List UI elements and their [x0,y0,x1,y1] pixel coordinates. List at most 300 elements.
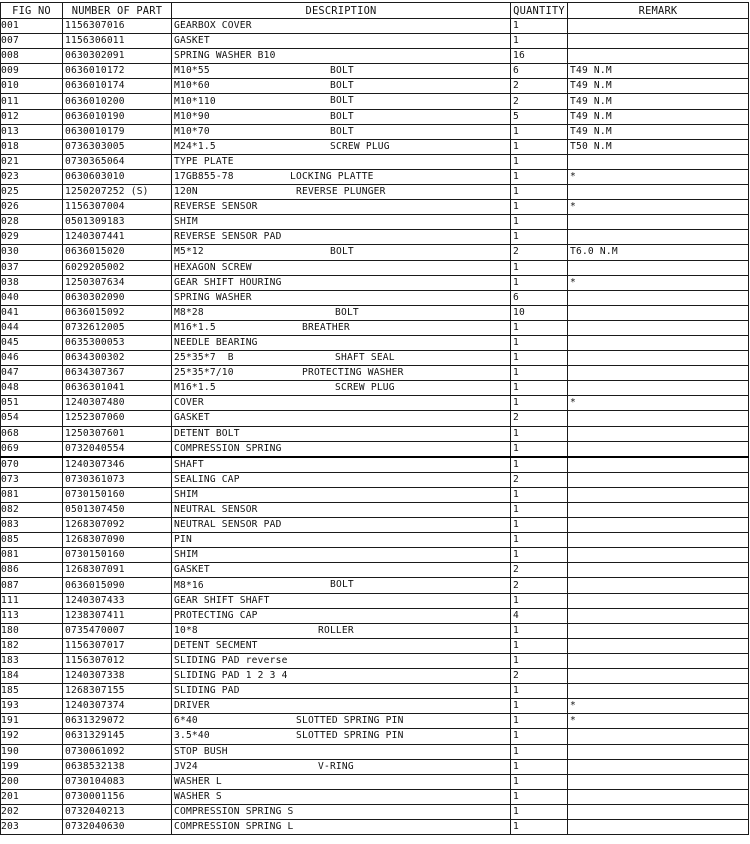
fig-no-cell: 184 [1,669,63,684]
fig-no-cell: 045 [1,335,63,350]
description-size: GEARBOX COVER [174,20,252,32]
part-number-cell: 0730104083 [63,774,172,789]
quantity-cell: 6 [511,64,568,79]
description-name: V-RING [318,760,354,772]
part-number-cell: 0636010200 [63,94,172,109]
quantity-cell: 1 [511,774,568,789]
description-cell [172,215,511,230]
quantity-cell: 2 [511,411,568,426]
table-row [1,320,749,335]
quantity-cell: 1 [511,335,568,350]
description-name: PROTECTING WASHER [302,367,404,379]
part-number-cell: 1268307090 [63,533,172,548]
table-row [1,533,749,548]
quantity-cell: 1 [511,139,568,154]
remark-cell [568,34,749,49]
table-row [1,245,749,260]
description-cell [172,593,511,608]
description-size: NEUTRAL SENSOR PAD [174,519,282,531]
fig-no-cell: 068 [1,426,63,441]
description-cell [172,578,511,593]
description-name: BOLT [330,110,354,122]
table-row [1,608,749,623]
table-row [1,684,749,699]
table-row [1,563,749,578]
part-number-cell: 0732040554 [63,441,172,457]
remark-cell [568,351,749,366]
fig-no-cell: 023 [1,169,63,184]
description-cell [172,472,511,487]
quantity-cell: 1 [511,789,568,804]
quantity-cell: 1 [511,124,568,139]
description-size: WASHER L [174,775,222,787]
description-size: DETENT SECMENT [174,639,258,651]
description-cell [172,744,511,759]
quantity-cell: 1 [511,729,568,744]
quantity-cell: 1 [511,744,568,759]
table-row [1,335,749,350]
quantity-cell: 1 [511,638,568,653]
table-row [1,578,749,593]
fig-no-cell: 073 [1,472,63,487]
description-size: PROTECTING CAP [174,609,258,621]
description-size: COMPRESSION SPRING L [174,821,294,833]
description-cell [172,548,511,563]
part-number-cell: 0735470007 [63,623,172,638]
table-row [1,411,749,426]
table-row [1,774,749,789]
remark-cell [568,653,749,668]
description-cell [172,335,511,350]
part-number-cell: 1250307634 [63,275,172,290]
fig-no-cell: 026 [1,200,63,215]
remark-cell [568,804,749,819]
description-cell [172,79,511,94]
part-number-cell: 0634307367 [63,366,172,381]
remark-cell: T49 N.M [568,124,749,139]
quantity-cell: 5 [511,109,568,124]
remark-cell [568,744,749,759]
quantity-cell: 6 [511,290,568,305]
fig-no-cell: 008 [1,49,63,64]
part-number-cell: 0636010172 [63,64,172,79]
table-row [1,200,749,215]
description-size: SPRING WASHER [174,291,252,303]
quantity-cell: 2 [511,472,568,487]
fig-no-cell: 191 [1,714,63,729]
part-number-cell: 0636301041 [63,381,172,396]
description-cell [172,608,511,623]
table-row [1,64,749,79]
part-number-cell: 0634300302 [63,351,172,366]
quantity-cell: 1 [511,533,568,548]
fig-no-cell: 183 [1,653,63,668]
parts-table [0,2,749,835]
table-row [1,49,749,64]
part-number-cell: 0730150160 [63,548,172,563]
remark-cell [568,669,749,684]
part-number-cell: 0636015092 [63,305,172,320]
description-cell [172,19,511,34]
description-cell [172,638,511,653]
quantity-cell: 1 [511,366,568,381]
table-row [1,548,749,563]
description-name: BOLT [330,125,354,137]
remark-cell [568,518,749,533]
remark-cell [568,185,749,200]
quantity-cell: 2 [511,94,568,109]
description-cell [172,653,511,668]
quantity-cell: 10 [511,305,568,320]
description-size: SHIM [174,549,198,561]
table-row [1,34,749,49]
description-cell [172,789,511,804]
fig-no-cell: 054 [1,411,63,426]
remark-cell [568,426,749,441]
table-row [1,638,749,653]
fig-no-cell: 046 [1,351,63,366]
description-cell [172,200,511,215]
table-row [1,487,749,502]
remark-cell: * [568,699,749,714]
fig-no-cell: 001 [1,19,63,34]
remark-cell [568,49,749,64]
fig-no-cell: 082 [1,503,63,518]
table-row [1,593,749,608]
description-name: SHAFT SEAL [335,352,395,364]
description-cell [172,139,511,154]
quantity-cell: 1 [511,804,568,819]
part-number-cell: 1156307012 [63,653,172,668]
description-cell [172,441,511,457]
remark-cell [568,503,749,518]
quantity-cell: 1 [511,518,568,533]
description-cell [172,804,511,819]
fig-no-cell: 113 [1,608,63,623]
table-row [1,653,749,668]
part-number-cell: 0635300053 [63,335,172,350]
description-size: SHIM [174,216,198,228]
description-name: LOCKING PLATTE [290,170,374,182]
part-number-cell: 0501307450 [63,503,172,518]
description-size: GEAR SHIFT HOURING [174,276,282,288]
description-name: SLOTTED SPRING PIN [296,730,404,742]
description-size: SHAFT [174,458,204,470]
fig-no-cell: 199 [1,759,63,774]
quantity-cell: 1 [511,819,568,834]
table-row [1,366,749,381]
description-name: BOLT [335,306,359,318]
remark-cell [568,487,749,502]
description-size: GEAR SHIFT SHAFT [174,594,270,606]
quantity-cell: 1 [511,426,568,441]
description-size: SHIM [174,488,198,500]
description-size: SLIDING PAD 1 2 3 4 [174,670,288,682]
description-cell [172,457,511,473]
quantity-cell: 1 [511,260,568,275]
parts-table-body [1,19,749,835]
quantity-cell: 1 [511,457,568,473]
remark-cell [568,260,749,275]
fig-no-cell: 180 [1,623,63,638]
description-name: BOLT [330,579,354,591]
part-number-cell: 6029205002 [63,260,172,275]
description-size: 25*35*7/10 [174,367,234,379]
fig-no-cell: 040 [1,290,63,305]
table-row [1,426,749,441]
description-cell [172,699,511,714]
description-cell [172,351,511,366]
description-size: 120N [174,186,198,198]
table-row [1,109,749,124]
quantity-cell: 1 [511,548,568,563]
table-row [1,305,749,320]
remark-cell [568,684,749,699]
remark-cell [568,638,749,653]
fig-no-cell: 111 [1,593,63,608]
quantity-cell: 16 [511,49,568,64]
table-row [1,260,749,275]
description-size: M16*1.5 [174,382,216,394]
description-size: DETENT BOLT [174,427,240,439]
description-size: 6*40 [174,715,198,727]
fig-no-cell: 202 [1,804,63,819]
table-row [1,19,749,34]
description-cell [172,260,511,275]
remark-cell [568,381,749,396]
fig-no-cell: 021 [1,154,63,169]
remark-cell [568,548,749,563]
table-row [1,518,749,533]
part-number-cell: 0732040630 [63,819,172,834]
description-size: TYPE PLATE [174,155,234,167]
description-cell [172,169,511,184]
remark-cell [568,819,749,834]
part-number-cell: 0630010179 [63,124,172,139]
part-number-cell: 1238307411 [63,608,172,623]
description-size: M5*12 [174,246,204,258]
description-cell [172,185,511,200]
description-cell [172,819,511,834]
part-number-cell: 1268307092 [63,518,172,533]
remark-cell: * [568,169,749,184]
description-size: PIN [174,534,192,546]
table-row [1,441,749,457]
table-row [1,169,749,184]
part-number-cell: 1240307480 [63,396,172,411]
fig-no-cell: 192 [1,729,63,744]
table-row [1,623,749,638]
description-name: ROLLER [318,624,354,636]
description-size: DRIVER [174,700,210,712]
description-name: BOLT [330,65,354,77]
description-cell [172,290,511,305]
part-number-cell: 0730365064 [63,154,172,169]
description-size: COMPRESSION SPRING [174,442,282,454]
quantity-cell: 1 [511,684,568,699]
part-number-cell: 0736303005 [63,139,172,154]
description-cell [172,275,511,290]
fig-no-cell: 038 [1,275,63,290]
description-cell [172,366,511,381]
fig-no-cell: 012 [1,109,63,124]
description-size: SPRING WASHER B10 [174,50,276,62]
remark-cell [568,729,749,744]
quantity-cell: 1 [511,351,568,366]
description-cell [172,34,511,49]
quantity-cell: 1 [511,154,568,169]
description-name: BOLT [330,246,354,258]
description-size: 25*35*7 B [174,352,234,364]
fig-no-cell: 007 [1,34,63,49]
description-cell [172,714,511,729]
table-row [1,396,749,411]
description-cell [172,411,511,426]
description-size: 10*8 [174,624,198,636]
fig-no-cell: 200 [1,774,63,789]
remark-cell [568,230,749,245]
fig-no-cell: 051 [1,396,63,411]
table-row [1,230,749,245]
table-row [1,154,749,169]
fig-no-cell: 083 [1,518,63,533]
remark-cell: * [568,275,749,290]
description-cell [172,305,511,320]
quantity-cell: 2 [511,245,568,260]
fig-no-cell: 182 [1,638,63,653]
description-cell [172,396,511,411]
quantity-cell: 1 [511,699,568,714]
description-size: GASKET [174,412,210,424]
fig-no-cell: 013 [1,124,63,139]
remark-cell: * [568,200,749,215]
part-number-cell: 0636010174 [63,79,172,94]
description-cell [172,487,511,502]
quantity-cell: 2 [511,669,568,684]
quantity-cell: 1 [511,169,568,184]
description-size: GASKET [174,35,210,47]
part-number-cell: 1156307016 [63,19,172,34]
fig-no-cell: 085 [1,533,63,548]
part-number-cell: 0730001156 [63,789,172,804]
quantity-cell: 1 [511,381,568,396]
part-number-cell: 1268307155 [63,684,172,699]
table-row [1,472,749,487]
fig-no-cell: 185 [1,684,63,699]
remark-cell [568,411,749,426]
description-size: M10*55 [174,65,210,77]
description-cell [172,49,511,64]
quantity-cell: 1 [511,396,568,411]
description-cell [172,669,511,684]
quantity-cell: 1 [511,200,568,215]
remark-cell [568,533,749,548]
quantity-cell: 1 [511,503,568,518]
quantity-cell: 1 [511,320,568,335]
quantity-cell: 1 [511,487,568,502]
remark-cell [568,623,749,638]
description-size: M10*60 [174,80,210,92]
part-number-cell: 0501309183 [63,215,172,230]
table-row [1,275,749,290]
fig-no-cell: 010 [1,79,63,94]
description-cell [172,503,511,518]
part-number-cell: 0631329145 [63,729,172,744]
description-cell [172,154,511,169]
description-name: BREATHER [302,321,350,333]
description-size: M10*110 [174,95,216,107]
part-number-cell: 0732612005 [63,320,172,335]
table-row [1,290,749,305]
part-number-cell: 1240307338 [63,669,172,684]
part-number-cell: 1240307346 [63,457,172,473]
description-size: M8*28 [174,306,204,318]
fig-no-cell: 048 [1,381,63,396]
description-cell [172,563,511,578]
quantity-cell: 1 [511,759,568,774]
fig-no-cell: 193 [1,699,63,714]
remark-cell [568,578,749,593]
fig-no-cell: 047 [1,366,63,381]
part-number-cell: 0730150160 [63,487,172,502]
table-row [1,185,749,200]
quantity-cell: 2 [511,578,568,593]
table-row [1,699,749,714]
table-row [1,819,749,834]
fig-no-cell: 070 [1,457,63,473]
part-number-cell: 0636015090 [63,578,172,593]
table-row [1,804,749,819]
table-row [1,759,749,774]
quantity-cell: 1 [511,34,568,49]
remark-cell: T6.0 N.M [568,245,749,260]
remark-cell [568,366,749,381]
part-number-cell: 0730361073 [63,472,172,487]
part-number-cell: 0631329072 [63,714,172,729]
table-row [1,139,749,154]
quantity-cell: 1 [511,230,568,245]
header-part-number: NUMBER OF PART [63,3,172,19]
fig-no-cell: 025 [1,185,63,200]
header-quantity: QUANTITY [511,3,568,19]
description-size: M10*70 [174,125,210,137]
description-size: SEALING CAP [174,473,240,485]
header-fig-no: FIG NO [1,3,63,19]
description-size: REVERSE SENSOR PAD [174,231,282,243]
table-row [1,503,749,518]
description-cell [172,320,511,335]
description-size: M24*1.5 [174,140,216,152]
description-cell [172,64,511,79]
fig-no-cell: 029 [1,230,63,245]
fig-no-cell: 203 [1,819,63,834]
remark-cell [568,154,749,169]
description-cell [172,124,511,139]
table-row [1,457,749,473]
description-cell [172,533,511,548]
quantity-cell: 1 [511,653,568,668]
remark-cell [568,441,749,457]
table-row [1,381,749,396]
part-number-cell: 0730061092 [63,744,172,759]
fig-no-cell: 087 [1,578,63,593]
description-name: SCREW PLUG [330,140,390,152]
remark-cell [568,608,749,623]
remark-cell [568,593,749,608]
remark-cell: T49 N.M [568,94,749,109]
part-number-cell: 1268307091 [63,563,172,578]
description-size: REVERSE SENSOR [174,201,258,213]
